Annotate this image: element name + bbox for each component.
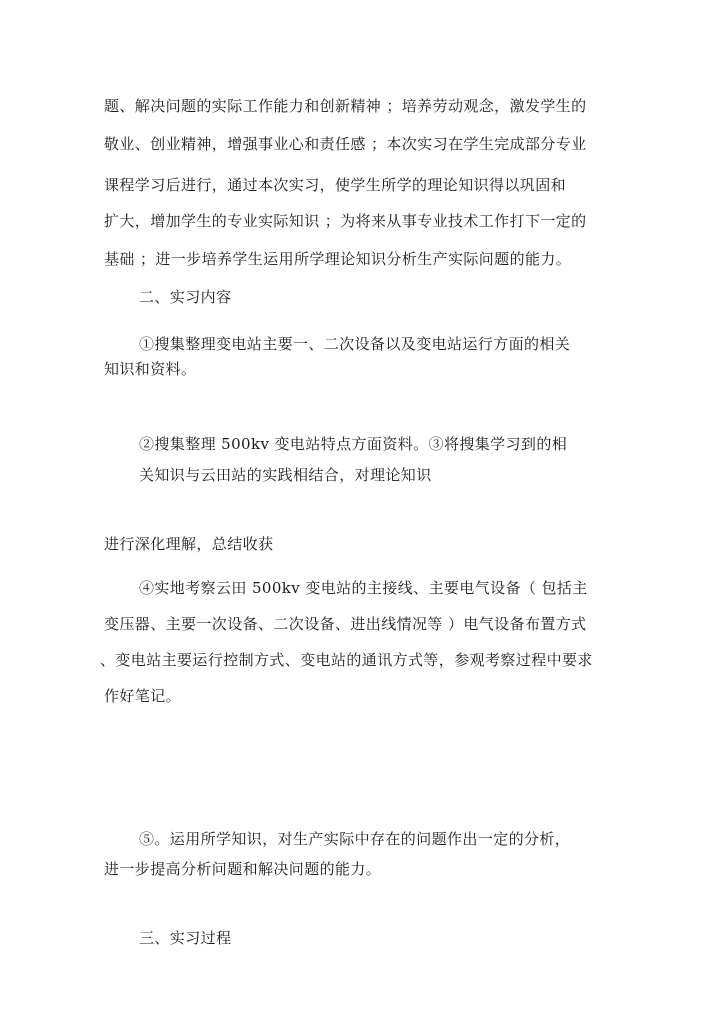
list-item-line: ①搜集整理变电站主要一、二次设备以及变电站运行方面的相关 (139, 335, 571, 353)
list-item-line: ②搜集整理 500kv 变电站特点方面资料。③将搜集学习到的相 (139, 435, 568, 453)
section-heading: 二、实习内容 (139, 288, 232, 306)
list-item-line: 进行深化理解，总结收获 (104, 535, 274, 553)
body-text-line: 敬业、创业精神，增强事业心和责任感 ；本次实习在学生完成部分专业 (104, 135, 587, 153)
body-text-line: 基础 ；进一步培养学生运用所学理论知识分析生产实际问题的能力。 (104, 250, 572, 268)
list-item-line: 关知识与云田站的实践相结合，对理论知识 (139, 466, 432, 484)
list-item-line: 进一步提高分析问题和解决问题的能力。 (104, 860, 382, 878)
body-text-line: 课程学习后进行，通过本次实习，使学生所学的理论知识得以巩固和 (104, 176, 567, 194)
list-item-line: 变压器、主要一次设备、二次设备、进出线情况等 ）电气设备布置方式 (104, 615, 587, 633)
body-text-line: 题、解决问题的实际工作能力和创新精神 ；培养劳动观念，激发学生的 (104, 97, 587, 115)
list-item-line: 知识和资料。 (104, 360, 197, 378)
list-item-line: ④实地考察云田 500kv 变电站的主接线、主要电气设备（ 包括主 (139, 579, 588, 597)
section-heading: 三、实习过程 (139, 929, 232, 947)
list-item-line: 、变电站主要运行控制方式、变电站的通讯方式等，参观考察过程中要求 (100, 651, 593, 669)
list-item-line: 作好笔记。 (104, 687, 182, 705)
body-text-line: 扩大，增加学生的专业实际知识 ；为将来从事专业技术工作打下一定的 (104, 212, 587, 230)
list-item-line: ⑤。运用所学知识，对生产实际中存在的问题作出一定的分析， (139, 830, 571, 848)
